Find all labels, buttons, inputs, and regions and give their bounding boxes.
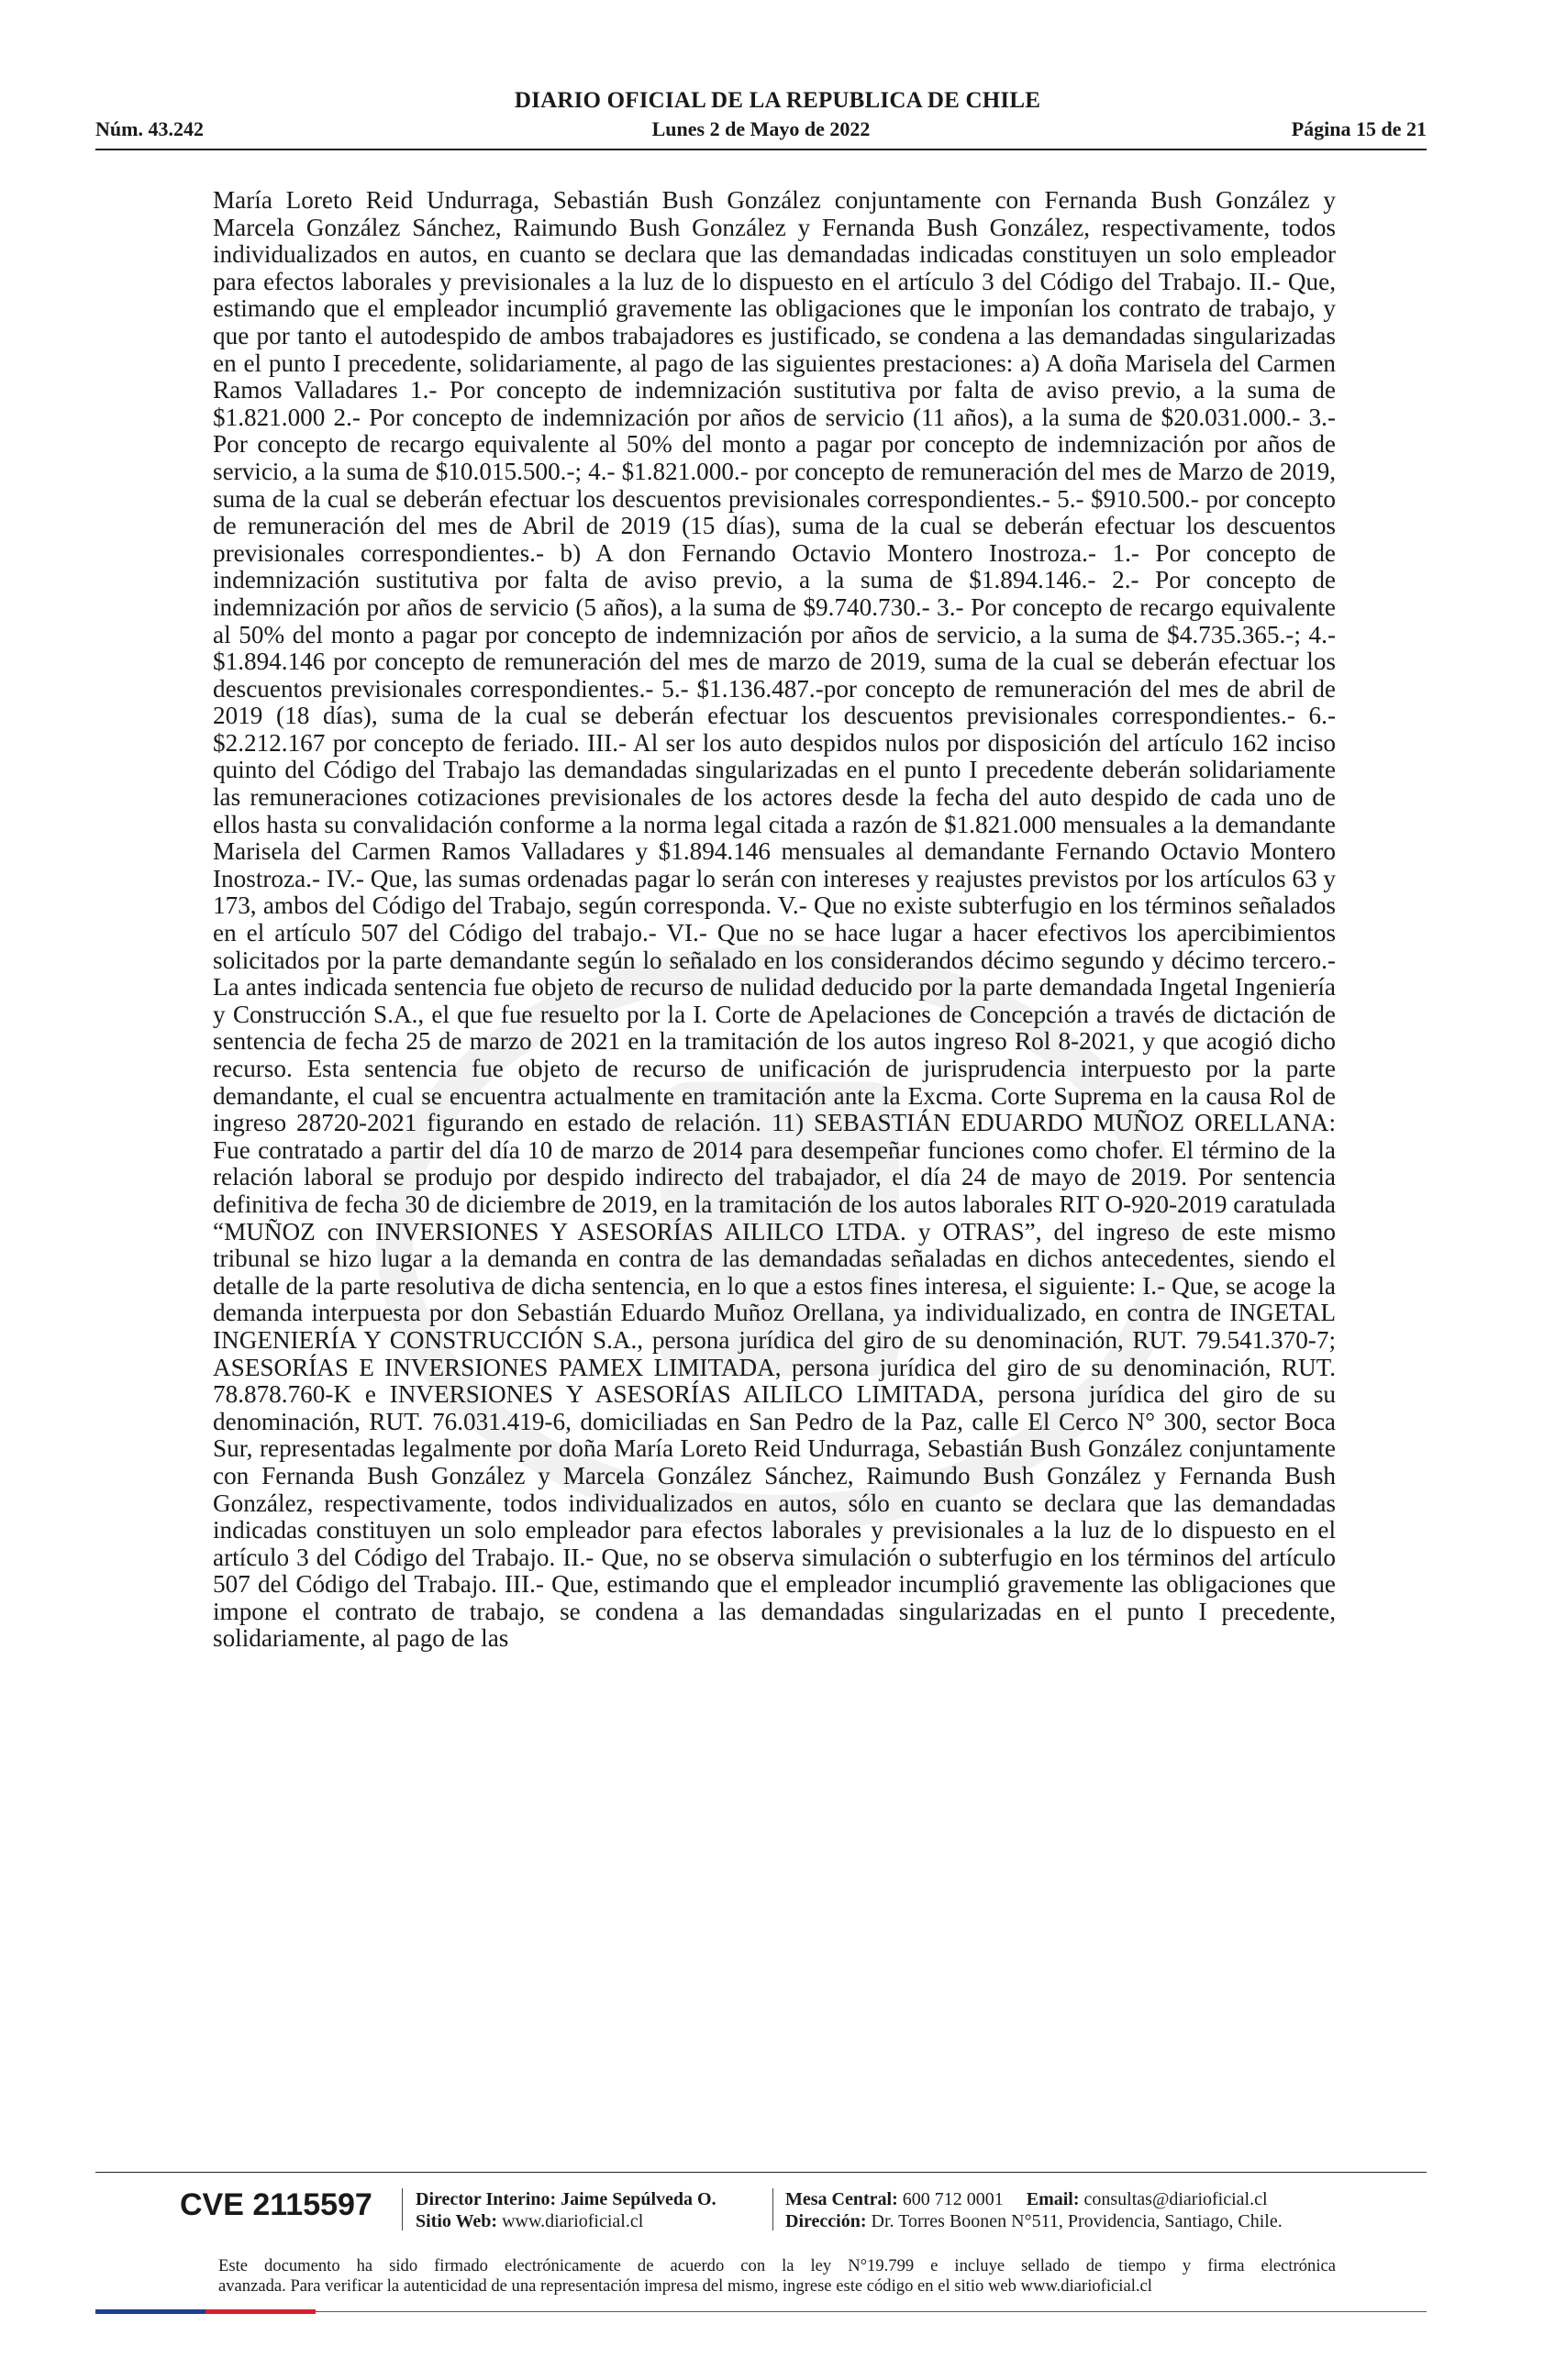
phone-label: Mesa Central: bbox=[785, 2189, 898, 2209]
signature-note bbox=[218, 2256, 1336, 2297]
website-link[interactable]: www.diarioficial.cl bbox=[502, 2211, 644, 2231]
page-number: Página 15 de 21 bbox=[1291, 117, 1427, 140]
address-label: Dirección: bbox=[785, 2211, 867, 2231]
header-divider bbox=[95, 149, 1427, 150]
document-body: María Loreto Reid Undurraga, Sebastián Bush González conjuntamente con Fernanda Bush González y Marcela González Sánchez, Raimundo Bush González y Fernanda Bush González, respectivamente, todos individualizados en autos, en cuanto se declara que las demandadas indicadas constituyen un solo empleador para efectos laborales y previsionales a la luz de lo dispuesto en el artículo 3 del Código del Trabajo. II.- Que, estimando que el empleador incumplió gravemente las obligaciones que le imponían los contrato de trabajo, y que por tanto el autodespido de ambos trabajadores es justificado, se condena a las demandadas singularizadas en el punto I precedente, solidariamente, al pago de las siguientes prestaciones: a) A doña Marisela del Carmen Ramos Valladares 1.- Por concepto de indemnización sustitutiva por falta de aviso previo, a la suma de $1.821.000 2.- Por concepto de indemnización por años de servicio (11 años), a la suma de $20.031.000.- 3.- Por concepto de recargo equivalente al 50% del monto a pagar por concepto de indemnización por años de servicio, a la suma de $10.015.500.-; 4.- $1.821.000.- por concepto de remuneración del mes de Marzo de 2019, suma de la cual se deberán efectuar los descuentos previsionales correspondientes.- 5.- $910.500.- por concepto de remuneración del mes de Abril de 2019 (15 días), suma de la cual se deberán efectuar los descuentos previsionales correspondientes.- b) A don Fernando Octavio Montero Inostroza.- 1.- Por concepto de indemnización sustitutiva por falta de aviso previo, a la suma de $1.894.146.- 2.- Por concepto de indemnización por años de servicio (5 años), a la suma de $9.740.730.- 3.- Por concepto de recargo equivalente al 50% del monto a pagar por concepto de indemnización por años de servicio, a la suma de $4.735.365.-; 4.- $1.894.146 por concepto de remuneración del mes de marzo de 2019, suma de la cual se deberán efectuar los descuentos previsionales correspondientes.- 5.- $1.136.487.-por concepto de remuneración del mes de abril de 2019 (18 días), suma de la cual se deberán efectuar los descuentos previsionales correspondientes.- 6.- $2.212.167 por concepto de feriado. III.- Al ser los auto despidos nulos por disposición del artículo 162 inciso quinto del Código del Trabajo las demandadas singularizadas en el punto I precedente deberán solidariamente las remuneraciones cotizaciones previsionales de los actores desde la fecha del auto despido de cada uno de ellos hasta su convalidación conforme a la norma legal citada a razón de $1.821.000 mensuales a la demandante Marisela del Carmen Ramos Valladares y $1.894.146 mensuales al demandante Fernando Octavio Montero Inostroza.- IV.- Que, las sumas ordenadas pagar lo serán con intereses y reajustes previstos por los artículos 63 y 173, ambos del Código del Trabajo, según corresponda. V.- Que no existe subterfugio en los términos señalados en el artículo 507 del Código del trabajo.- VI.- Que no se hace lugar a hacer efectivos los apercibimientos solicitados por la parte demandante según lo señalado en los considerandos décimo segundo y décimo tercero.- La antes indicada sentencia fue objeto de recurso de nulidad deducido por la parte demandada Ingetal Ingeniería y Construcción S.A., el que fue resuelto por la I. Corte de Apelaciones de Concepción a través de dictación de sentencia de fecha 25 de marzo de 2021 en la tramitación de los autos ingreso Rol 8-2021, y que acogió dicho recurso. Esta sentencia fue objeto de recurso de unificación de jurisprudencia interpuesto por la parte demandante, el cual se encuentra actualmente en tramitación ante la Excma. Corte Suprema en la causa Rol de ingreso 28720-2021 figurando en estado de relación. 11) SEBASTIÁN EDUARDO MUÑOZ ORELLANA: Fue contratado a partir del día 10 de marzo de 2014 para desempeñar funciones como chofer. El término de la relación laboral se produjo por despido indirecto del trabajador, el día 24 de mayo de 2019. Por sentencia definitiva de fecha 30 de diciembre de 2019, en la tramitación de los autos laborales RIT O-920-2019 caratulada “MUÑOZ con INVERSIONES Y ASESORÍAS AILILCO LTDA. y OTRAS”, del ingreso de este mismo tribunal se hizo lugar a la demanda en contra de las demandadas señaladas en dichos antecedentes, siendo el detalle de la parte resolutiva de dicha sentencia, en lo que a estos fines interesa, el siguiente: I.- Que, se acoge la demanda interpuesta por don Sebastián Eduardo Muñoz Orellana, ya individualizado, en contra de INGETAL INGENIERÍA Y CONSTRUCCIÓN S.A., persona jurídica del giro de su denominación, RUT. 79.541.370-7; ASESORÍAS E INVERSIONES PAMEX LIMITADA, persona jurídica del giro de su denominación, RUT. 78.878.760-K e INVERSIONES Y ASESORÍAS AILILCO LIMITADA, persona jurídica del giro de su denominación, RUT. 76.031.419-6, domiciliadas en San Pedro de la Paz, calle El Cerco N° 300, sector Boca Sur, representadas legalmente por doña María Loreto Reid Undurraga, Sebastián Bush González conjuntamente con Fernanda Bush González y Marcela González Sánchez, Raimundo Bush González y Fernanda Bush González, respectivamente, todos individualizados en autos, sólo en cuanto se declara que las demandadas indicadas constituyen un solo empleador para efectos laborales y previsionales a la luz de lo dispuesto en el artículo 3 del Código del Trabajo. II.- Que, no se observa simulación o subterfugio en los términos del artículo 507 del Código del Trabajo. III.- Que, estimando que el empleador incumplió gravemente las obligaciones que impone el contrato de trabajo, se condena a las demandadas singularizadas en el punto I precedente, solidariamente, al pago de las bbox=[213, 186, 1336, 1653]
issue-number: Núm. 43.242 bbox=[95, 117, 204, 140]
footer-divider bbox=[95, 2172, 1427, 2173]
director-name: Jaime Sepúlveda O. bbox=[561, 2189, 716, 2209]
contact-info bbox=[785, 2188, 1283, 2232]
director-label: Director Interino: bbox=[416, 2189, 557, 2209]
footer-separator bbox=[772, 2188, 773, 2231]
email-label: Email: bbox=[1026, 2189, 1080, 2209]
phone-number: 600 712 0001 bbox=[902, 2189, 1004, 2209]
publication-title: DIARIO OFICIAL DE LA REPUBLICA DE CHILE bbox=[514, 88, 1041, 113]
director-info bbox=[416, 2188, 716, 2232]
address: Dr. Torres Boonen N°511, Providencia, Santiago, Chile. bbox=[871, 2211, 1283, 2231]
signature-note-line: avanzada. Para verificar la autenticidad de una representación impresa del mismo, ingrese este código en el sitio web www.diarioficial.cl bbox=[218, 2276, 1152, 2296]
chile-flag-bar bbox=[95, 2309, 316, 2314]
flag-red-segment bbox=[205, 2309, 316, 2314]
footer-separator bbox=[402, 2188, 403, 2231]
signature-note-line: Este documento ha sido firmado electrónicamente de acuerdo con la ley N°19.799 e incluye sellado de tiempo y firma electrónica bbox=[218, 2256, 1336, 2275]
email-link[interactable]: consultas@diarioficial.cl bbox=[1083, 2189, 1268, 2209]
flag-blue-segment bbox=[95, 2309, 205, 2314]
website-label: Sitio Web: bbox=[416, 2211, 498, 2231]
issue-date: Lunes 2 de Mayo de 2022 bbox=[651, 117, 871, 140]
header-info-row bbox=[95, 117, 1427, 145]
cve-code: CVE 2115597 bbox=[180, 2187, 372, 2222]
